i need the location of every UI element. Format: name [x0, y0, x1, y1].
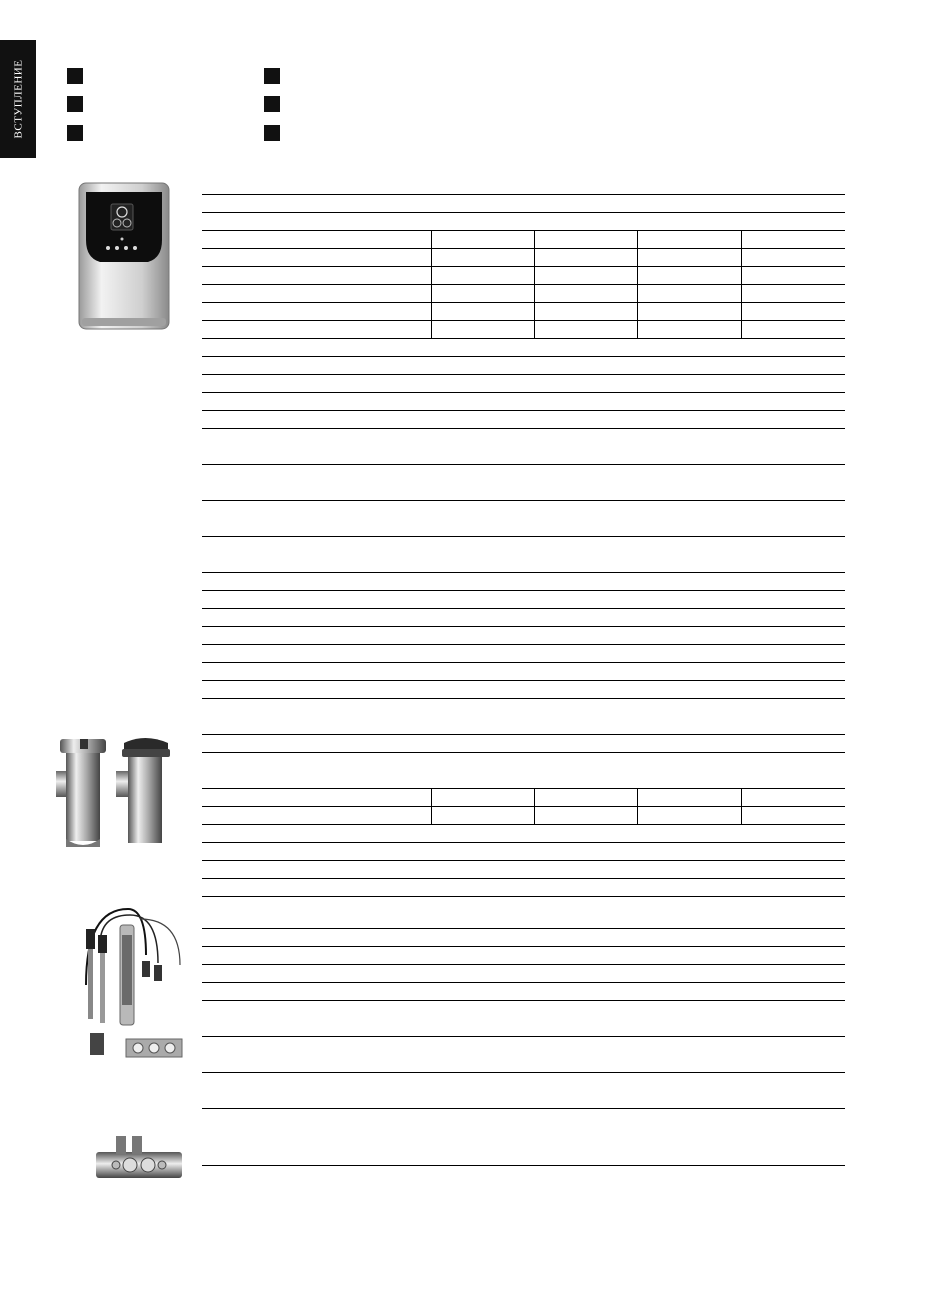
table-rule [202, 590, 845, 591]
probe-sensors-image [80, 905, 184, 1065]
table-rule [202, 842, 845, 843]
legend-square [67, 96, 83, 112]
legend-square [67, 68, 83, 84]
table-rule [202, 230, 845, 231]
legend-square [67, 125, 83, 141]
table-rule [202, 1036, 845, 1037]
column-divider [637, 788, 638, 824]
table-rule [202, 266, 845, 267]
section-tab [0, 40, 36, 158]
table-rule [202, 806, 845, 807]
table-rule [202, 1108, 845, 1109]
table-rule [202, 878, 845, 879]
column-divider [637, 230, 638, 338]
probe-holder-image [94, 1132, 184, 1180]
legend-square [264, 68, 280, 84]
table-rule [202, 320, 845, 321]
legend-square [264, 125, 280, 141]
table-rule [202, 410, 845, 411]
table-rule [202, 626, 845, 627]
table-rule [202, 464, 845, 465]
table-rule [202, 572, 845, 573]
table-rule [202, 788, 845, 789]
table-rule [202, 500, 845, 501]
table-rule [202, 644, 845, 645]
table-rule [202, 680, 845, 681]
column-divider [534, 230, 535, 338]
table-rule [202, 392, 845, 393]
table-rule [202, 536, 845, 537]
table-rule [202, 302, 845, 303]
table-rule [202, 752, 845, 753]
column-divider [741, 230, 742, 338]
table-rule [202, 964, 845, 965]
table-rule [202, 662, 845, 663]
table-rule [202, 356, 845, 357]
table-rule [202, 1072, 845, 1073]
table-rule [202, 734, 845, 735]
column-divider [741, 788, 742, 824]
column-divider [431, 230, 432, 338]
table-rule [202, 946, 845, 947]
table-rule [202, 374, 845, 375]
table-rule [202, 1165, 845, 1166]
table-rule [202, 824, 845, 825]
table-rule [202, 860, 845, 861]
table-rule [202, 982, 845, 983]
table-rule [202, 896, 845, 897]
column-divider [534, 788, 535, 824]
table-rule [202, 284, 845, 285]
table-rule [202, 1000, 845, 1001]
table-rule [202, 428, 845, 429]
table-rule [202, 338, 845, 339]
section-tab-label: ВСТУПЛЕНИЕ [12, 59, 25, 139]
table-rule [202, 928, 845, 929]
table-rule [202, 248, 845, 249]
table-rule [202, 212, 845, 213]
electrolysis-cell-image [52, 735, 182, 853]
table-rule [202, 698, 845, 699]
column-divider [431, 788, 432, 824]
table-rule [202, 194, 845, 195]
controller-device-image [78, 182, 170, 330]
legend-square [264, 96, 280, 112]
table-rule [202, 608, 845, 609]
